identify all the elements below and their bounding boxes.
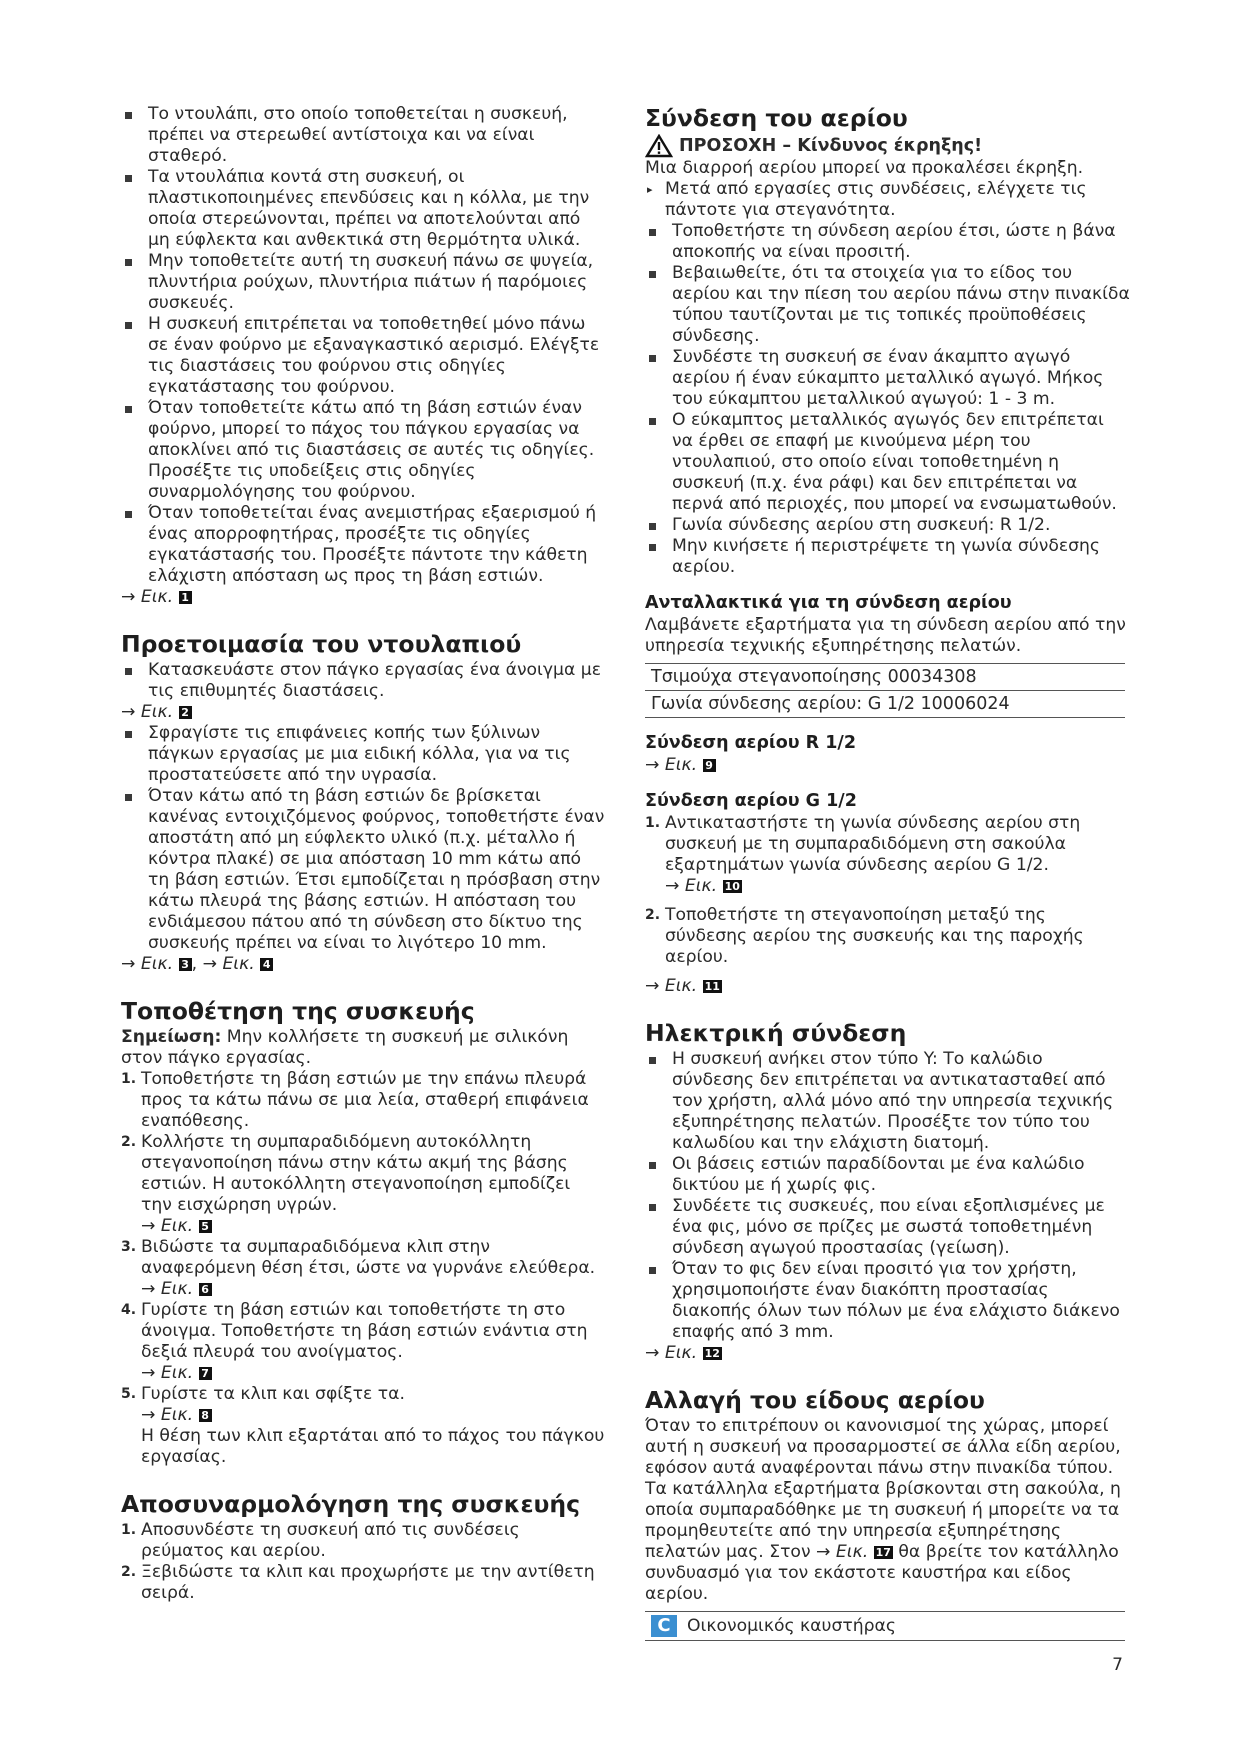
bullet-item: Ο εύκαμπτος μεταλλικός αγωγός δεν επιτρέπεται να έρθει σε επαφή με κινούμενα μέρη του ντουλαπιού, στο οποίο είναι τοποθετημένη η συσκευή (π.χ. ένα ράφι) και δεν επιτρέπεται να περνά από περιοχές, που μπορεί να ενσωματωθούν. — [645, 410, 1130, 515]
warning-triangle-icon — [645, 134, 673, 158]
intro-bullets — [121, 104, 606, 587]
figure-badge: 10 — [724, 880, 740, 893]
bullet-item: Οι βάσεις εστιών παραδίδονται με ένα καλώδιο δικτύου με ή χωρίς φις. — [645, 1154, 1130, 1196]
figure-ref: → Εικ. 2 — [121, 702, 606, 723]
bullet-square-icon — [125, 731, 132, 738]
bullet-item: Συνδέστε τη συσκευή σε έναν άκαμπτο αγωγό αερίου ή έναν εύκαμπτο μεταλλικό αγωγό. Μήκος του εύκαμπτου μεταλλικού αγωγού: 1 - 3 m. — [645, 347, 1130, 410]
bullet-square-icon — [125, 259, 132, 266]
bullet-item: Γωνία σύνδεσης αερίου στη συσκευή: R 1/2. — [645, 515, 1130, 536]
figure-badge: 8 — [199, 1409, 212, 1422]
install-step: 3. Βιδώστε τα συμπαραδιδόμενα κλιπ στην αναφερόμενη θέση έτσι, ώστε να γυρνάνε ελεύθερα. — [121, 1237, 596, 1278]
figure-ref: → Εικ. 1 — [121, 587, 606, 608]
bullet-item: Κατασκευάστε στον πάγκο εργασίας ένα άνοιγμα με τις επιθυμητές διαστάσεις. — [121, 660, 606, 702]
figure-badge: 17 — [875, 1546, 891, 1559]
figure-badge: 1 — [179, 591, 192, 604]
bullet-square-icon — [125, 406, 132, 413]
bullet-item: Η συσκευή ανήκει στον τύπο Y: Το καλώδιο σύνδεσης δεν επιτρέπεται να αντικατασταθεί από τον χρήστη, αλλά μόνο από την υπηρεσία τεχνικής εξυπηρέτησης πελατών. Προσέξτε τον τύπο του καλωδίου και την ελάχιστη διατομή. — [645, 1049, 1130, 1154]
bullet-square-icon — [649, 1057, 656, 1064]
bullet-item: Το ντουλάπι, στο οποίο τοποθετείται η συσκευή, πρέπει να στερεωθεί αντίστοιχα και να είναι σταθερό. — [121, 104, 606, 167]
install-step: 2. Κολλήστε τη συμπαραδιδόμενη αυτοκόλλητη στεγανοποίηση πάνω στην κάτω ακμή της βάσης εστιών. Η αυτοκόλλητη στεγανοποίηση εμποδίζει την εισχώρηση υγρών. — [121, 1132, 571, 1215]
bullet-square-icon — [649, 544, 656, 551]
figure-ref: → Εικ. 11 — [645, 976, 720, 996]
figure-badge: 11 — [704, 980, 720, 993]
install-step5-note: Η θέση των κλιπ εξαρτάται από το πάχος του πάγκου εργασίας. — [141, 1426, 605, 1467]
bullet-square-icon — [649, 523, 656, 530]
figure-badge: 12 — [704, 1347, 720, 1360]
section-title-change: Αλλαγή του είδους αερίου — [645, 1386, 985, 1414]
install-step: 1. Τοποθετήστε τη βάση εστιών με την επάνω πλευρά προς τα κάτω πάνω σε μια λεία, σταθερή επιφάνεια εναπόθεσης. — [121, 1069, 589, 1131]
figure-ref: → Εικ. 6 — [121, 1279, 606, 1300]
figure-ref: → Εικ. 8 — [121, 1405, 606, 1426]
bullet-item: Μην τοποθετείτε αυτή τη συσκευή πάνω σε ψυγεία, πλυντήρια ρούχων, πλυντήρια πιάτων ή παρόμοιες συσκευές. — [121, 251, 606, 314]
parts-table — [645, 663, 1125, 718]
bullet-item: Όταν το φις δεν είναι προσιτό για τον χρήστη, χρησιμοποιήστε έναν διακόπτη προστασίας διακοπής όλων των πόλων με ένα ελάχιστο διάκενο επαφής από 3 mm. — [645, 1259, 1130, 1343]
figure-ref: → Εικ. 9 — [645, 755, 1130, 776]
figure-ref: → Εικ. 5 — [121, 1216, 606, 1237]
left-column — [121, 104, 606, 1604]
figure-badge: 3 — [179, 958, 192, 971]
figure-ref: → Εικ. 7 — [121, 1363, 606, 1384]
bullet-item: Όταν τοποθετείτε κάτω από τη βάση εστιών έναν φούρνο, μπορεί το πάχος του πάγκου εργασίας να αποκλίνει από τις διαστάσεις σε αυτές τις οδηγίες. Προσέξτε τις υποδείξεις στις οδηγίες συναρμολόγησης του φούρνου. — [121, 398, 606, 503]
gas-step: 1. Αντικαταστήστε τη γωνία σύνδεσης αερίου στη συσκευή με τη συμπαραδιδόμενη στη σακούλα εξαρτημάτων γωνία σύνδεσης αερίου G 1/2. — [645, 813, 1081, 875]
bullet-item: Η συσκευή επιτρέπεται να τοποθετηθεί μόνο πάνω σε έναν φούρνο με εξαναγκαστικό αερισμό. Ελέγξτε τις διαστάσεις του φούρνου στις οδηγίες εγκατάστασης του φούρνου. — [121, 314, 606, 398]
change-text-2: Τα κατάλληλα εξαρτήματα βρίσκονται στη σακούλα, η οποία συμπαραδόθηκε με τη συσκευή ή μπορείτε να τα προμηθευτείτε από την υπηρεσία εξυπηρέτησης πελατών μας. Στον → Εικ. 17 θα βρείτε τον κατάλληλο συνδυασμό για τον εκάστοτε καυστήρα και είδος αερίου. — [645, 1479, 1121, 1604]
subsection-title-g12: Σύνδεση αερίου G 1/2 — [645, 791, 857, 811]
page-number: 7 — [1112, 1655, 1123, 1675]
section-title-prep: Προετοιμασία του ντουλαπιού — [121, 630, 522, 658]
figure-badge: 6 — [199, 1283, 212, 1296]
bullet-square-icon — [649, 271, 656, 278]
subsection-title-r12: Σύνδεση αερίου R 1/2 — [645, 733, 856, 753]
bullet-item: Όταν τοποθετείται ένας ανεμιστήρας εξαερισμού ή ένας απορροφητήρας, προσέξτε τις οδηγίες εγκατάστασής του. Προσέξτε πάντοτε την κάθετη ελάχιστη απόσταση ως προς τη βάση εστιών. — [121, 503, 606, 587]
figure-badge: 4 — [260, 958, 273, 971]
bullet-square-icon — [649, 418, 656, 425]
triangle-marker-icon: ▸ — [647, 183, 653, 196]
section-title-gas: Σύνδεση του αερίου — [645, 104, 908, 132]
bullet-item: Συνδέετε τις συσκευές, που είναι εξοπλισμένες με ένα φις, μόνο σε πρίζες με σωστά τοποθετημένη σύνδεση αγωγού προστασίας (γείωση). — [645, 1196, 1130, 1259]
bullet-square-icon — [125, 668, 132, 675]
burner-legend — [645, 1611, 1125, 1641]
warning-text: Μια διαρροή αερίου μπορεί να προκαλέσει έκρηξη. — [645, 158, 1084, 178]
bullet-square-icon — [649, 1267, 656, 1274]
install-step: 5. Γυρίστε τα κλιπ και σφίξτε τα. — [121, 1384, 405, 1404]
bullet-square-icon — [125, 322, 132, 329]
bullet-item: Σφραγίστε τις επιφάνειες κοπής των ξύλινων πάγκων εργασίας με μια ειδική κόλλα, για να τις προστατεύσετε από την υγρασία. — [121, 723, 606, 786]
figure-badge: 7 — [199, 1367, 212, 1380]
bullet-square-icon — [125, 112, 132, 119]
bullet-item: Όταν κάτω από τη βάση εστιών δε βρίσκεται κανένας εντοιχιζόμενος φούρνος, τοποθετήστε έναν αποστάτη από μη εύφλεκτο υλικό (π.χ. μέταλλο ή κόντρα πλακέ) σε μια απόσταση 10 mm κάτω από τη βάση εστιών. Έτσι εμποδίζεται η πρόσβαση στην κάτω πλευρά της βάσης εστιών. Η απόσταση του ενδιάμεσου πάτου από τη σύνδεση στο δίκτυο της συσκευής πρέπει να είναι το λιγότερο 10 mm. — [121, 786, 606, 954]
table-row: Τσιμούχα στεγανοποίησης 00034308 — [645, 664, 1125, 691]
bullet-square-icon — [649, 229, 656, 236]
figure-badge: 9 — [703, 759, 716, 772]
table-row: Γωνία σύνδεσης αερίου: G 1/2 10006024 — [645, 691, 1125, 718]
bullet-item: Τοποθετήστε τη σύνδεση αερίου έτσι, ώστε η βάνα αποκοπής να είναι προσιτή. — [645, 221, 1130, 263]
figure-badge: 2 — [179, 706, 192, 719]
gas-step: 2. Τοποθετήστε τη στεγανοποίηση μεταξύ της σύνδεσης αερίου της συσκευής και της παροχής αερίου. — [645, 905, 1084, 967]
bullet-square-icon — [649, 1204, 656, 1211]
section-title-install: Τοποθέτηση της συσκευής — [121, 997, 475, 1025]
bullet-square-icon — [125, 175, 132, 182]
disassembly-step: 2. Ξεβιδώστε τα κλιπ και προχωρήστε με την αντίθετη σειρά. — [121, 1562, 595, 1603]
warning-heading: ΠΡΟΣΟΧΗ – Κίνδυνος έκρηξης! — [645, 134, 1130, 158]
right-column — [645, 104, 1130, 1641]
bullet-square-icon — [649, 355, 656, 362]
burner-c-icon: C — [651, 1615, 677, 1637]
subsection-title-alt: Ανταλλακτικά για τη σύνδεση αερίου — [645, 593, 1012, 613]
figure-ref: → Εικ. 10 — [665, 876, 740, 896]
alt-text: Λαμβάνετε εξαρτήματα για τη σύνδεση αερίου από την υπηρεσία τεχνικής εξυπηρέτησης πελατών. — [645, 615, 1126, 656]
figure-badge: 5 — [199, 1220, 212, 1233]
section-title-disassembly: Αποσυναρμολόγηση της συσκευής — [121, 1490, 581, 1518]
bullet-item: Μην κινήσετε ή περιστρέψετε τη γωνία σύνδεσης αερίου. — [645, 536, 1130, 578]
bullet-item: Βεβαιωθείτε, ότι τα στοιχεία για το είδος του αερίου και την πίεση του αερίου πάνω στην πινακίδα τύπου ταυτίζονται με τις τοπικές προϋποθέσεις σύνδεσης. — [645, 263, 1130, 347]
bullet-square-icon — [125, 511, 132, 518]
bullet-item: Τα ντουλάπια κοντά στη συσκευή, οι πλαστικοποιημένες επενδύσεις και η κόλλα, με την οποία στερεώνονται, πρέπει να αποτελούνται από μη εύφλεκτα και ανθεκτικά στη θερμότητα υλικά. — [121, 167, 606, 251]
install-step: 4. Γυρίστε τη βάση εστιών και τοποθετήστε τη στο άνοιγμα. Τοποθετήστε τη βάση εστιών ενάντια στη δεξιά πλευρά του ανοίγματος. — [121, 1300, 588, 1362]
burner-label: Οικονομικός καυστήρας — [687, 1615, 896, 1636]
bullet-square-icon — [649, 1162, 656, 1169]
change-text-1: Όταν το επιτρέπουν οι κανονισμοί της χώρας, μπορεί αυτή η συσκευή να προσαρμοστεί σε άλλα είδη αερίου, εφόσον αυτά αναφέρονται πάνω στην πινακίδα τύπου. — [645, 1416, 1121, 1478]
warning-action: ▸ Μετά από εργασίες στις συνδέσεις, ελέγχετε τις πάντοτε για στεγανότητα. — [647, 179, 1087, 220]
install-note: Σημείωση: Μην κολλήσετε τη συσκευή με σιλικόνη στον πάγκο εργασίας. — [121, 1027, 569, 1068]
bullet-square-icon — [125, 794, 132, 801]
disassembly-step: 1. Αποσυνδέστε τη συσκευή από τις συνδέσεις ρεύματος και αερίου. — [121, 1520, 520, 1561]
section-title-electric: Ηλεκτρική σύνδεση — [645, 1019, 907, 1047]
figure-ref: → Εικ. 3 , → Εικ. 4 — [121, 954, 606, 975]
figure-ref: → Εικ. 12 — [645, 1343, 720, 1363]
